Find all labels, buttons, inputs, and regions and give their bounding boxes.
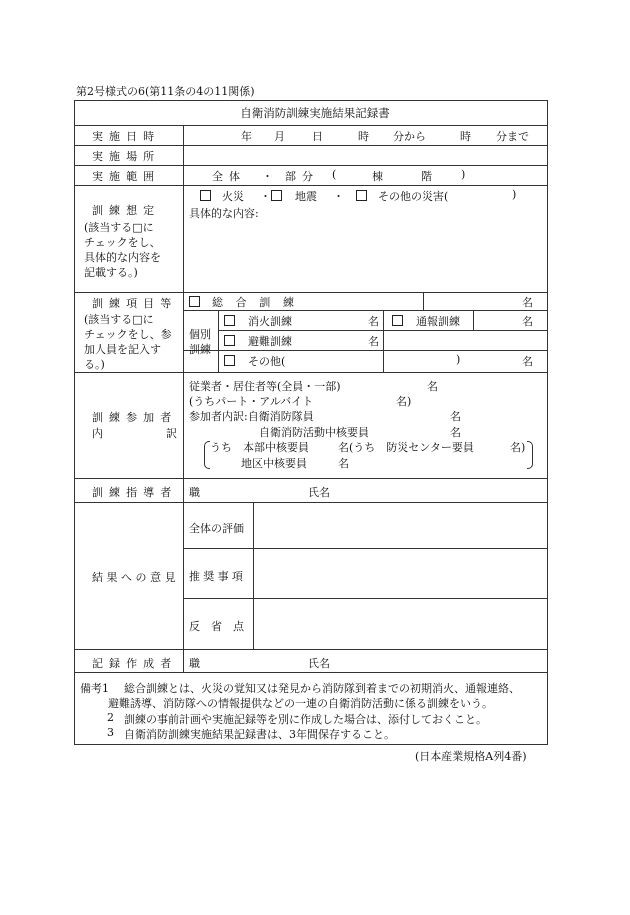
items-unit: 名 xyxy=(522,355,533,368)
note-1-head: 備考1 xyxy=(80,682,109,695)
date-hour-from: 時 xyxy=(358,130,369,143)
other-checkbox[interactable] xyxy=(224,355,235,366)
items-unit: 名 xyxy=(522,296,533,309)
label-place: 実施場所 xyxy=(92,150,161,163)
divider xyxy=(473,310,474,330)
recorder-post: 職 xyxy=(189,657,200,670)
label-scenario: 訓練想定 xyxy=(92,204,161,217)
evacuation-checkbox[interactable] xyxy=(224,335,235,346)
note-1-line2: 避難誘導、消防隊への情報提供などの一連の自衛消防活動に係る訓練をいう。 xyxy=(108,697,493,710)
label-participants: 訓練参加者 xyxy=(92,411,178,424)
items-note: る。) xyxy=(84,358,105,371)
participants-line-end: 名) xyxy=(396,395,412,408)
paper-size-note: (日本産業規格A列4番) xyxy=(415,750,527,763)
date-min-to: 分まで xyxy=(496,130,529,143)
label-date: 実施日時 xyxy=(92,130,161,143)
participants-unit: 名 xyxy=(338,457,349,470)
scope-part: 部分 xyxy=(285,170,320,183)
participants-line: うち 本部中核要員 xyxy=(210,441,309,454)
individual-label: 訓練 xyxy=(189,343,211,356)
scenario-paren-close: ) xyxy=(512,188,517,201)
note-3-num: 3 xyxy=(107,726,114,739)
items-fire-fighting: 消火訓練 xyxy=(248,315,292,328)
divider xyxy=(183,598,547,599)
divider xyxy=(183,125,184,672)
note-2: 訓練の事前計画や実施記録等を別に作成した場合は、添付しておくこと。 xyxy=(124,713,487,726)
instructor-name: 氏名 xyxy=(308,486,330,499)
instructor-post: 職 xyxy=(189,486,200,499)
participants-line: 自衛消防活動中核要員 xyxy=(259,426,369,439)
date-day: 日 xyxy=(312,130,323,143)
date-year: 年 xyxy=(241,130,252,143)
scope-paren-open: ( xyxy=(332,168,337,181)
divider xyxy=(75,372,547,373)
scenario-other: その他の災害( xyxy=(378,190,449,203)
fire-checkbox[interactable] xyxy=(200,190,211,201)
divider xyxy=(75,478,547,479)
other-disaster-checkbox[interactable] xyxy=(356,190,367,201)
divider xyxy=(75,292,547,293)
form-title: 自衛消防訓練実施結果記録書 xyxy=(240,106,390,120)
form-id: 第2号様式の6(第11条の4の11関係) xyxy=(76,85,255,98)
divider xyxy=(383,310,384,350)
date-hour-to: 時 xyxy=(460,130,471,143)
scenario-detail-label: 具体的な内容: xyxy=(189,207,259,220)
scope-paren-close: ) xyxy=(461,168,466,181)
note-3: 自衛消防訓練実施結果記録書は、3年間保存すること。 xyxy=(124,728,395,741)
participants-line: 名(うち 防災センター要員 xyxy=(338,441,474,454)
note-1-line1: 総合訓練とは、火災の覚知又は発見から消防隊到着までの初期消火、通報連絡、 xyxy=(124,682,520,695)
divider xyxy=(75,185,547,186)
opinion-reflect: 反省点 xyxy=(189,620,255,633)
scenario-note: 具体的な内容を xyxy=(84,251,161,264)
bracket-right xyxy=(527,441,533,469)
items-comprehensive: 総合訓練 xyxy=(212,296,307,309)
divider xyxy=(75,502,547,503)
participants-line: 名) xyxy=(510,441,526,454)
label-instructor: 訓練指導者 xyxy=(92,486,178,499)
recorder-name: 氏名 xyxy=(308,657,330,670)
scenario-note: (該当する□に xyxy=(84,221,154,234)
items-unit: 名 xyxy=(368,335,379,348)
scenario-fire: 火災 xyxy=(222,190,244,203)
scenario-sep: ・ xyxy=(333,190,344,203)
divider xyxy=(423,292,424,310)
divider xyxy=(75,649,547,650)
scenario-sep: ・ xyxy=(260,190,271,203)
items-note: 加人員を記入す xyxy=(84,343,161,356)
divider xyxy=(383,350,384,372)
participants-unit: 名 xyxy=(450,410,461,423)
divider xyxy=(183,350,547,351)
label-participants-sub: 訳 xyxy=(166,427,177,440)
scope-floor: 階 xyxy=(421,170,432,183)
date-min-from: 分から xyxy=(393,130,426,143)
report-checkbox[interactable] xyxy=(392,315,403,326)
label-participants-sub: 内 xyxy=(92,427,103,440)
divider xyxy=(75,125,547,126)
label-scope: 実施範囲 xyxy=(92,170,161,183)
scope-dot: ・ xyxy=(262,170,273,183)
participants-line: 従業者・居住者等(全員・一部) xyxy=(189,380,341,393)
divider xyxy=(183,548,547,549)
scenario-note: 記載する。) xyxy=(84,266,138,279)
items-report: 通報訓練 xyxy=(416,315,460,328)
opinion-recommend: 推奨事項 xyxy=(189,570,247,583)
items-note: (該当する□に xyxy=(84,313,154,326)
participants-line: (うちパート・アルバイト xyxy=(189,395,314,408)
quake-checkbox[interactable] xyxy=(271,190,282,201)
label-opinion: 結果への意見 xyxy=(92,571,180,584)
fire-fighting-checkbox[interactable] xyxy=(224,315,235,326)
scope-building: 棟 xyxy=(372,170,383,183)
items-evacuation: 避難訓練 xyxy=(248,335,292,348)
comprehensive-checkbox[interactable] xyxy=(189,296,200,307)
individual-label: 個別 xyxy=(189,328,211,341)
date-month: 月 xyxy=(274,130,285,143)
items-unit: 名 xyxy=(522,315,533,328)
scope-whole: 全体 xyxy=(212,170,247,183)
divider xyxy=(183,310,547,311)
participants-unit: 名 xyxy=(427,380,438,393)
label-items: 訓練項目等 xyxy=(92,297,178,310)
items-paren-close: ) xyxy=(456,353,461,366)
divider xyxy=(75,145,547,146)
scenario-note: チェックをし、 xyxy=(84,236,161,249)
note-2-num: 2 xyxy=(107,711,114,724)
divider xyxy=(75,165,547,166)
label-recorder: 記録作成者 xyxy=(92,657,178,670)
divider xyxy=(218,310,219,372)
items-unit: 名 xyxy=(368,315,379,328)
divider xyxy=(75,672,547,673)
participants-line: 参加者内訳:自衛消防隊員 xyxy=(189,410,314,423)
participants-line: 地区中核要員 xyxy=(241,457,307,470)
opinion-overall: 全体の評価 xyxy=(189,522,244,535)
items-note: チェックをし、参 xyxy=(84,328,172,341)
items-other: その他( xyxy=(248,355,286,368)
scenario-quake: 地震 xyxy=(295,190,317,203)
participants-unit: 名 xyxy=(450,426,461,439)
